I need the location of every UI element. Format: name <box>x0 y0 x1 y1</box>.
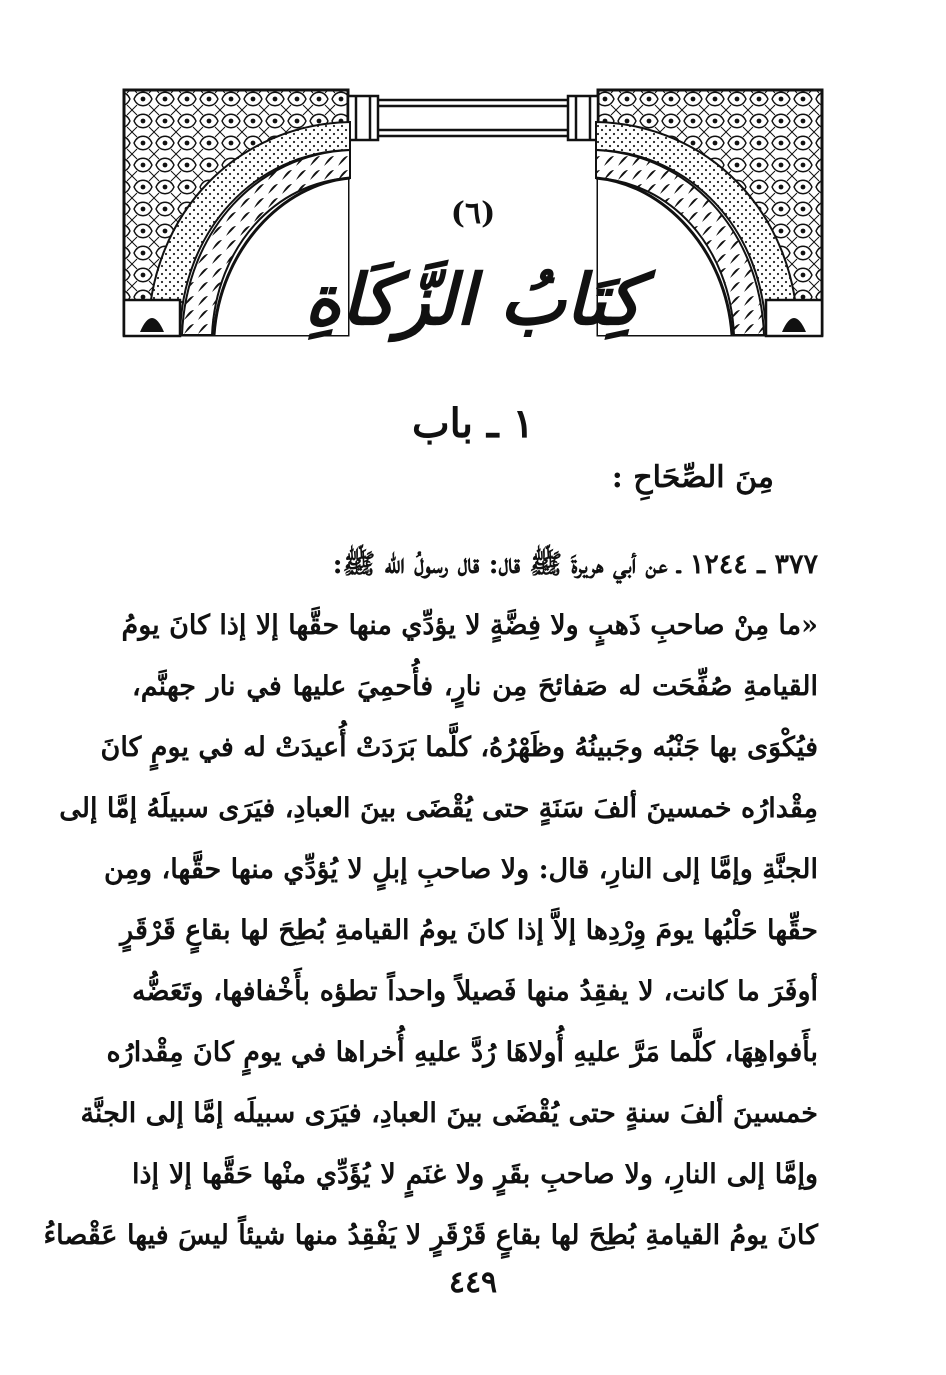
text-line: «ما مِنْ صاحبِ ذَهبٍ ولا فِضَّةٍ لا يؤدِّي منها حقَّها إلا إذا كانَ يومُ <box>121 610 818 641</box>
text-line: الجنَّةِ وإمَّا إلى النارِ، قال: ولا صاحبِ إبلٍ لا يُؤدِّي منها حقَّها، ومِن <box>104 854 818 885</box>
text-line: وإمَّا إلى النارِ، ولا صاحبِ بقَرٍ ولا غنَمٍ لا يُؤَدِّي منْها حَقَّها إلا إذا <box>132 1159 818 1190</box>
text-line: خمسينَ ألفَ سنةٍ حتى يُقْضَى بينَ العبادِ، فيَرَى سبيلَه إمَّا إلى الجنَّة <box>80 1098 818 1129</box>
text-line: مِقْدارُه خمسينَ ألفَ سَنَةٍ حتى يُقْضَى بينَ العبادِ، فيَرَى سبيلَهُ إمَّا إلى <box>59 793 818 824</box>
subheading: مِنَ الصِّحَاحِ : <box>611 460 774 495</box>
page-number: ٤٤٩ <box>448 1265 498 1300</box>
text-line: حقِّها حَلْبُها يومَ وِرْدِها إلاَّ إذا كانَ يومُ القيامةِ بُطِحَ لها بقاعٍ قَرْقَرٍ <box>120 915 818 946</box>
book-title: كِتَابُ الزَّكَاةِ <box>304 258 642 341</box>
text-line: كانَ يومُ القيامةِ بُطِحَ لها بقاعٍ قَرْقَرٍ لا يَفْقِدُ منها شيئاً ليسَ فيها عَقْصاءُ <box>43 1220 818 1251</box>
chapter-number: (٦) <box>450 196 496 231</box>
hadith-text <box>43 540 818 1272</box>
top-connecting-bars <box>348 96 598 140</box>
section-title: ١ ـ باب <box>411 400 535 447</box>
text-line: أوفَرَ ما كانت، لا يفقِدُ منها فَصيلاً واحداً تطؤه بأَخْفافها، وتَعَضُّه <box>132 976 818 1007</box>
text-line: القيامةِ صُفِّحَت له صَفائحَ مِن نارٍ، فأُحمِيَ عليها في نار جهنَّم، <box>132 671 818 702</box>
text-line: ٣٧٧ ـ ١٢٤٤ ـ عن أبي هريرةَ ﷺ قال: قال رسولُ الله ﷺ: <box>332 549 818 580</box>
text-line: بأَفواهِهَا، كلَّما مَرَّ عليهِ أُولاهَا رُدَّ عليهِ أُخراها في يومٍ كانَ مِقْدارُه <box>106 1037 818 1068</box>
text-line: فيُكْوَى بها جَنْبُه وجَبينُهُ وظَهْرُهُ، كلَّما بَرَدَتْ أُعيدَتْ له في يومٍ كانَ <box>100 732 818 763</box>
